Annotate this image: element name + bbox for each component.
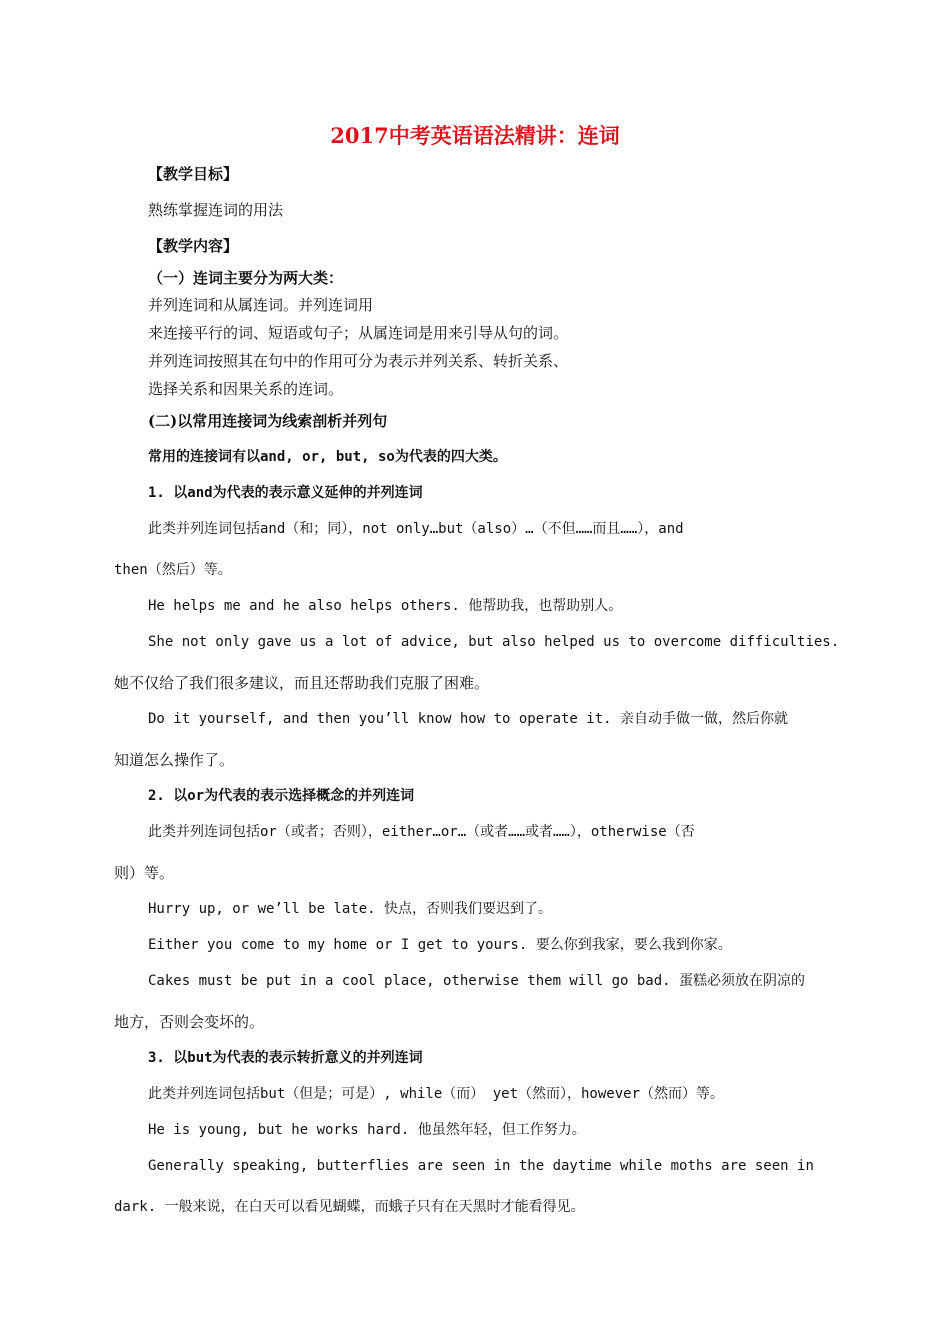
paragraph-line: 并列连词按照其在句中的作用可分为表示并列关系、转折关系、: [148, 352, 569, 370]
section-heading-content: 【教学内容】: [148, 237, 239, 255]
paragraph-line: 并列连词和从属连词。并列连词用: [148, 296, 374, 314]
paragraph-line: 此类并列连词包括but（但是；可是）, while（而） yet（然而），however（然而）等。: [148, 1086, 725, 1102]
bold-statement: 常用的连接词有以and, or, but, so为代表的四大类。: [148, 449, 507, 465]
example-sentence: Generally speaking, butterflies are seen in the daytime while moths are seen in: [148, 1158, 814, 1174]
subsection-heading: (二)以常用连接词为线索剖析并列句: [148, 412, 388, 430]
example-sentence: Hurry up, or we’ll be late. 快点，否则我们要迟到了。: [148, 901, 553, 917]
paragraph-line: 来连接平行的词、短语或句子；从属连词是用来引导从句的词。: [148, 324, 569, 342]
translation-line: 她不仅给了我们很多建议，而且还帮助我们克服了困难。: [114, 674, 490, 692]
example-sentence: Either you come to my home or I get to yours. 要么你到我家，要么我到你家。: [148, 937, 732, 953]
translation-line: 知道怎么操作了。: [114, 751, 235, 769]
subsection-heading: （一）连词主要分为两大类：: [148, 269, 344, 287]
numbered-heading: 2. 以or为代表的表示选择概念的并列连词: [148, 788, 415, 804]
paragraph-line: then（然后）等。: [114, 562, 232, 578]
document-title: 2017中考英语语法精讲：连词: [330, 123, 620, 148]
paragraph-line: 此类并列连词包括and（和；同），not only…but（also）…（不但……而且……），and: [148, 521, 684, 537]
example-sentence: dark. 一般来说，在白天可以看见蝴蝶，而蛾子只有在天黑时才能看得见。: [114, 1199, 585, 1215]
example-sentence: Cakes must be put in a cool place, otherwise them will go bad. 蛋糕必须放在阴凉的: [148, 973, 806, 989]
numbered-heading: 3. 以but为代表的表示转折意义的并列连词: [148, 1050, 423, 1066]
example-sentence: He is young, but he works hard. 他虽然年轻，但工作努力。: [148, 1122, 586, 1138]
numbered-heading: 1. 以and为代表的表示意义延伸的并列连词: [148, 485, 423, 501]
example-sentence: Do it yourself, and then you’ll know how to operate it. 亲自动手做一做，然后你就: [148, 711, 789, 727]
paragraph-line: 选择关系和因果关系的连词。: [148, 380, 344, 398]
section-heading-objective: 【教学目标】: [148, 165, 239, 183]
paragraph-line: 则）等。: [114, 864, 175, 882]
translation-line: 地方，否则会变坏的。: [114, 1013, 265, 1031]
example-sentence: She not only gave us a lot of advice, but also helped us to overcome difficulties.: [148, 634, 840, 650]
paragraph-line: 此类并列连词包括or（或者；否则），either…or…（或者……或者……），otherwise（否: [148, 824, 695, 840]
example-sentence: He helps me and he also helps others. 他帮助我，也帮助别人。: [148, 598, 623, 614]
paragraph-line: 熟练掌握连词的用法: [148, 201, 284, 219]
